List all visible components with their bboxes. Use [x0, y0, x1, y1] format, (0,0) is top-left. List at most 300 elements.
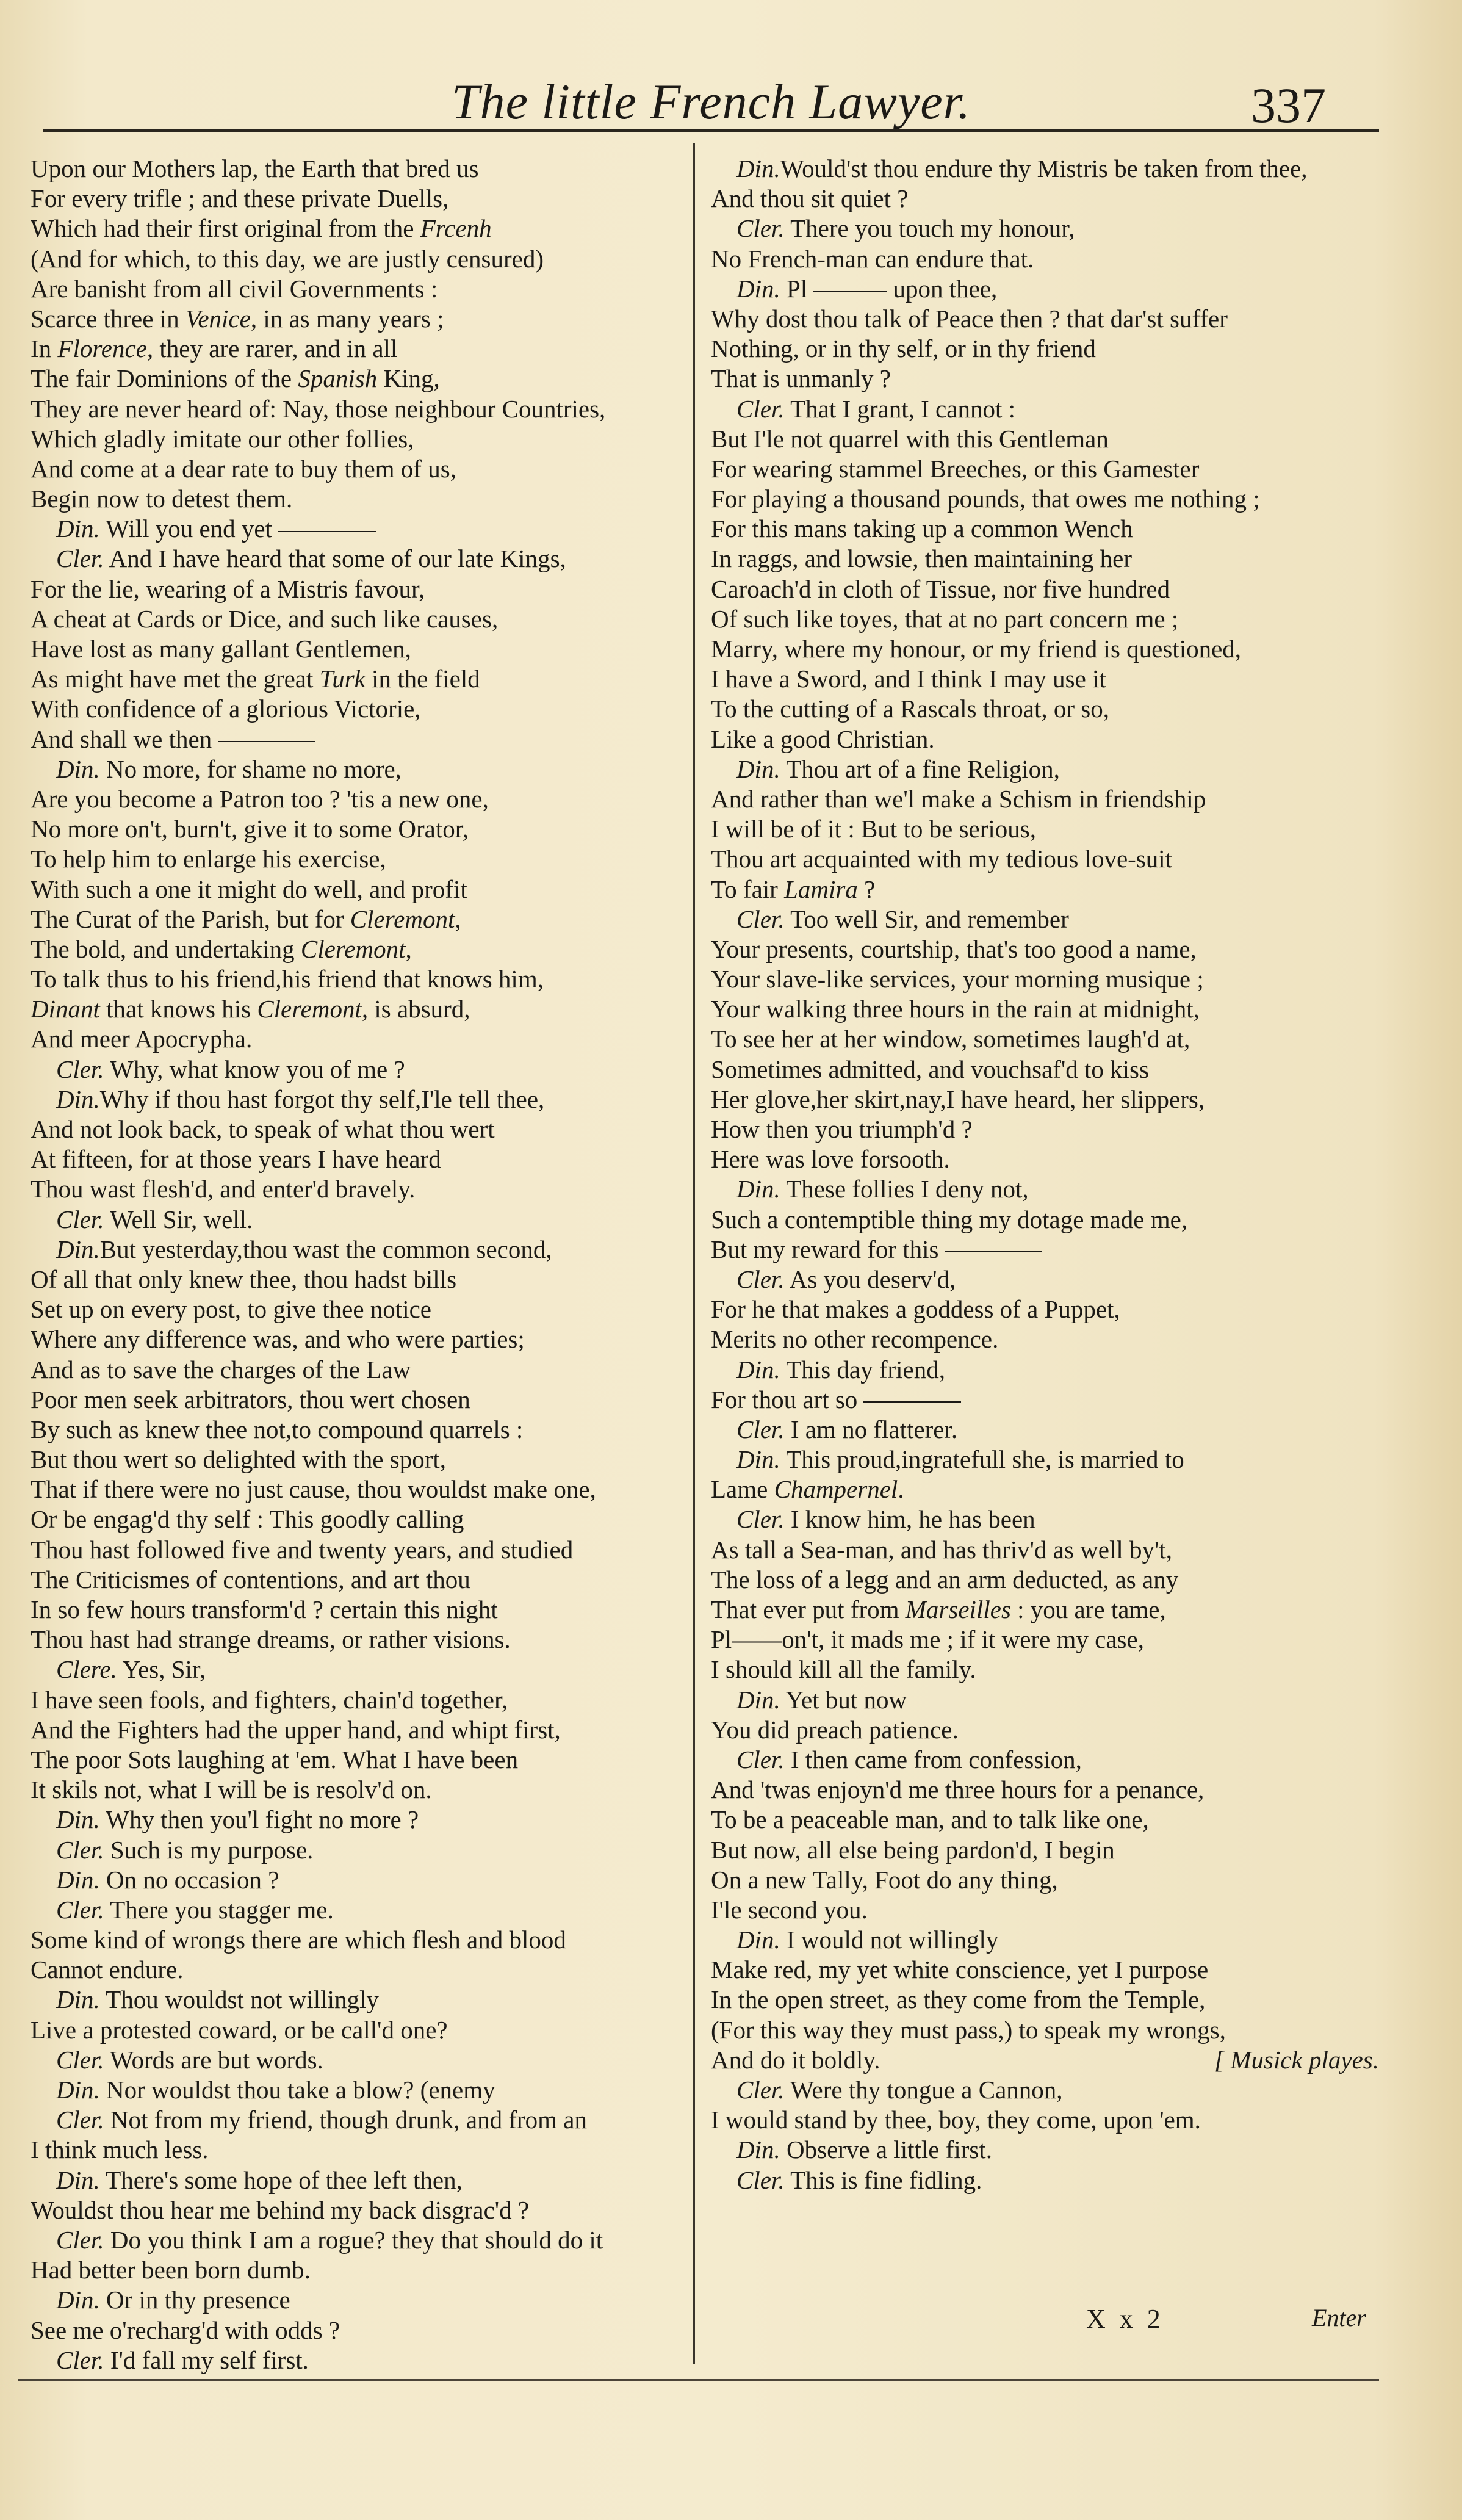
line-text: I have seen fools, and fighters, chain'd together,	[31, 1685, 508, 1714]
text-line	[31, 244, 686, 274]
text-line	[711, 394, 1379, 424]
text-line	[31, 454, 686, 484]
line-text: Which gladly imitate our other follies,	[31, 424, 414, 453]
text-line	[31, 1565, 686, 1595]
line-text: On no occasion ?	[99, 1865, 279, 1894]
line-text: The bold, and undertaking	[31, 934, 301, 963]
line-text: Yes, Sir,	[117, 1655, 206, 1684]
line-text: And thou sit quiet ?	[711, 184, 909, 213]
line-text: Pl——on't, it mads me ; if it were my case,	[711, 1625, 1144, 1654]
text-line	[31, 1445, 686, 1475]
line-text: (For this way they must pass,) to speak my wrongs,	[711, 2015, 1226, 2044]
text-line	[31, 2255, 686, 2285]
text-line	[711, 1655, 1379, 1684]
line-text: And rather than we'l make a Schism in friendship	[711, 784, 1206, 813]
speaker-name: Din.	[736, 154, 780, 182]
line-text: Your presents, courtship, that's too good a name,	[711, 934, 1197, 963]
line-text: Of all that only knew thee, thou hadst bills	[31, 1265, 457, 1293]
line-text: This is fine fidling.	[784, 2165, 982, 2194]
line-text: Why if thou hast forgot thy self,I'le tell thee,	[99, 1085, 545, 1113]
line-text: Do you think I am a rogue? they that should do it	[104, 2225, 603, 2254]
text-line	[711, 1955, 1379, 1985]
text-line	[711, 1565, 1379, 1595]
line-text: Scarce three in	[31, 304, 185, 333]
speaker-name: Cler.	[736, 1505, 785, 1534]
dash-rule	[813, 291, 887, 292]
line-text: The fair Dominions of the	[31, 364, 298, 393]
text-line	[711, 1504, 1379, 1534]
text-line	[31, 1355, 686, 1385]
dash-rule	[945, 1251, 1042, 1252]
line-text: That I grant, I cannot :	[784, 394, 1015, 423]
text-line	[31, 1655, 686, 1684]
text-line	[31, 1955, 686, 1985]
line-text: The poor Sots laughing at 'em. What I have been	[31, 1745, 519, 1774]
text-line	[31, 1205, 686, 1235]
italic-name: Cleremont	[257, 995, 362, 1024]
italic-name: Lamira	[784, 875, 858, 903]
line-text: See me o'recharg'd with odds ?	[31, 2316, 340, 2344]
text-line	[31, 844, 686, 874]
line-text: Some kind of wrongs there are which flesh and blood	[31, 1926, 566, 1954]
header-rule	[43, 129, 1379, 132]
line-text: King,	[377, 364, 440, 393]
line-text: But thou wert so delighted with the sport,	[31, 1445, 446, 1474]
line-text: To fair	[711, 875, 785, 903]
text-line	[711, 1024, 1379, 1054]
text-line	[711, 1985, 1379, 2015]
text-line	[31, 1144, 686, 1174]
line-text: Will you end yet	[99, 514, 273, 543]
italic-name: Dinant	[31, 995, 100, 1024]
line-text: No more on't, burn't, give it to some Orator,	[31, 815, 469, 843]
text-line	[31, 1595, 686, 1625]
line-text: I know him, he has been	[784, 1505, 1035, 1534]
text-line	[711, 604, 1379, 634]
text-line	[31, 394, 686, 424]
line-text: And meer Apocrypha.	[31, 1025, 253, 1053]
text-line	[31, 1805, 686, 1835]
line-text: Where any difference was, and who were parties;	[31, 1325, 525, 1354]
text-line	[711, 304, 1379, 334]
text-line	[31, 724, 686, 754]
speaker-name: Din.	[736, 1445, 780, 1474]
line-text: I have a Sword, and I think I may use it	[711, 665, 1106, 693]
text-line	[711, 484, 1379, 514]
text-line	[31, 2195, 686, 2225]
text-line	[711, 904, 1379, 934]
line-text: The Curat of the Parish, but for	[31, 904, 350, 933]
text-line	[711, 1265, 1379, 1294]
text-line	[31, 2075, 686, 2105]
line-text: With such a one it might do well, and profit	[31, 875, 467, 903]
text-line	[31, 2345, 686, 2375]
text-line	[31, 514, 686, 544]
line-text: .	[898, 1475, 904, 1504]
text-line	[711, 1445, 1379, 1475]
text-line	[31, 1715, 686, 1745]
speaker-name: Din.	[56, 2076, 100, 2104]
text-line	[711, 424, 1379, 454]
line-text: Such a contemptible thing my dotage made me,	[711, 1205, 1188, 1233]
text-line	[711, 2045, 1379, 2075]
line-text: Thou hast had strange dreams, or rather visions.	[31, 1625, 511, 1654]
text-line	[31, 2135, 686, 2165]
line-text: Pl	[780, 274, 808, 303]
text-line	[31, 154, 686, 184]
text-line	[31, 1895, 686, 1925]
line-text: Had better been born dumb.	[31, 2256, 311, 2284]
line-text: In	[31, 334, 58, 363]
line-text: Were thy tongue a Cannon,	[784, 2076, 1063, 2104]
text-line	[31, 1324, 686, 1354]
speaker-name: Cler.	[736, 2165, 785, 2194]
speaker-name: Cler.	[56, 1895, 104, 1924]
text-line	[31, 364, 686, 394]
speaker-name: Din.	[56, 754, 100, 783]
line-text: Words are but words.	[104, 2045, 323, 2074]
line-text: Her glove,her skirt,nay,I have heard, her slippers,	[711, 1085, 1205, 1113]
text-line	[711, 664, 1379, 694]
line-text: ,	[455, 904, 461, 933]
line-text: And the Fighters had the upper hand, and whipt first,	[31, 1715, 561, 1744]
text-line	[31, 1865, 686, 1895]
page-number: 337	[1251, 78, 1326, 133]
speaker-name: Din.	[56, 1805, 100, 1834]
text-line	[711, 184, 1379, 214]
text-line	[711, 1475, 1379, 1504]
line-text: For thou art so	[711, 1385, 858, 1413]
text-line	[711, 574, 1379, 604]
line-text: Why dost thou talk of Peace then ? that dar'st suffer	[711, 304, 1228, 333]
text-line	[31, 2105, 686, 2135]
text-line	[31, 994, 686, 1024]
line-text: With confidence of a glorious Victorie,	[31, 695, 421, 723]
line-text: It skils not, what I will be is resolv'd on.	[31, 1775, 432, 1804]
text-line	[711, 454, 1379, 484]
signature-mark: X x 2	[1086, 2304, 1164, 2334]
italic-name: Marseilles	[905, 1595, 1011, 1623]
text-line	[31, 964, 686, 994]
line-text: At fifteen, for at those years I have heard	[31, 1145, 441, 1174]
line-text: And shall we then	[31, 724, 212, 753]
text-line	[31, 574, 686, 604]
text-line	[31, 1685, 686, 1715]
line-text: Observe a little first.	[780, 2136, 993, 2164]
line-text: Thou art acquainted with my tedious love-suit	[711, 845, 1173, 873]
line-text: There you touch my honour,	[784, 214, 1075, 243]
italic-name: Champernel	[774, 1475, 898, 1504]
text-line	[31, 304, 686, 334]
speaker-name: Din.	[56, 2165, 100, 2194]
text-line	[31, 934, 686, 964]
line-text: I should kill all the family.	[711, 1655, 976, 1684]
line-text: Why then you'l fight no more ?	[99, 1805, 419, 1834]
text-line	[31, 1114, 686, 1144]
text-line	[31, 1385, 686, 1415]
line-text: There's some hope of thee left then,	[99, 2165, 463, 2194]
text-line	[31, 904, 686, 934]
line-text: And come at a dear rate to buy them of us,	[31, 454, 456, 483]
speaker-name: Cler.	[56, 2225, 104, 2254]
line-text: Wouldst thou hear me behind my back disgrac'd ?	[31, 2195, 530, 2224]
line-text: This day friend,	[780, 1355, 945, 1384]
line-text: To talk thus to his friend,his friend that knows him,	[31, 965, 544, 994]
line-text: Make red, my yet white conscience, yet I purpose	[711, 1955, 1209, 1984]
text-line	[31, 484, 686, 514]
line-text: And I have heard that some of our late Kings,	[104, 544, 566, 573]
text-line	[711, 814, 1379, 844]
speaker-name: Cler.	[736, 1745, 785, 1774]
text-line	[31, 1174, 686, 1204]
line-text: I then came from confession,	[784, 1745, 1082, 1774]
line-text: For he that makes a goddess of a Puppet,	[711, 1295, 1120, 1324]
text-line	[31, 875, 686, 904]
line-text: I'd fall my self first.	[104, 2345, 309, 2374]
text-line	[711, 694, 1379, 724]
line-text: Marry, where my honour, or my friend is questioned,	[711, 635, 1242, 663]
line-text: As you deserv'd,	[784, 1265, 956, 1293]
speaker-name: Cler.	[736, 1415, 785, 1443]
text-line	[711, 934, 1379, 964]
text-line	[31, 274, 686, 304]
text-line	[31, 1415, 686, 1445]
text-line	[31, 2225, 686, 2255]
line-text: ?	[857, 875, 876, 903]
text-line	[31, 424, 686, 454]
speaker-name: Din.	[56, 514, 100, 543]
text-line	[711, 154, 1379, 184]
speaker-name: Cler.	[56, 2345, 104, 2374]
right-column	[711, 154, 1379, 2195]
line-text: That is unmanly ?	[711, 364, 891, 393]
line-text: For this mans taking up a common Wench	[711, 514, 1133, 543]
text-line	[711, 1294, 1379, 1324]
italic-name: Florence	[57, 334, 147, 363]
line-text: On a new Tally, Foot do any thing,	[711, 1865, 1058, 1894]
line-text: Thou hast followed five and twenty years, and studied	[31, 1535, 574, 1564]
text-line	[31, 184, 686, 214]
text-line	[31, 1024, 686, 1054]
text-line	[711, 514, 1379, 544]
line-text: (And for which, to this day, we are justly censured)	[31, 244, 544, 273]
line-text: In raggs, and lowsie, then maintaining her	[711, 544, 1132, 573]
line-text: Would'st thou endure thy Mistris be taken from thee,	[780, 154, 1308, 182]
text-line	[31, 1925, 686, 1955]
line-text: As tall a Sea-man, and has thriv'd as well by't,	[711, 1535, 1173, 1564]
text-line	[31, 2285, 686, 2315]
text-line	[711, 1144, 1379, 1174]
line-text: By such as knew thee not,to compound quarrels :	[31, 1415, 524, 1443]
line-text: Not from my friend, though drunk, and from an	[104, 2106, 587, 2134]
line-text: That if there were no just cause, thou wouldst make one,	[31, 1475, 596, 1504]
speaker-name: Cler.	[736, 214, 785, 243]
line-text: Are banisht from all civil Governments :	[31, 274, 438, 303]
text-line	[31, 814, 686, 844]
text-line	[31, 664, 686, 694]
text-line	[31, 1475, 686, 1504]
line-text: Here was love forsooth.	[711, 1145, 950, 1174]
line-text: There you stagger me.	[104, 1895, 334, 1924]
text-line	[711, 544, 1379, 574]
text-line	[711, 1535, 1379, 1565]
text-line	[711, 1085, 1379, 1114]
text-line	[711, 1324, 1379, 1354]
line-text: Your slave-like services, your morning musique ;	[711, 965, 1204, 994]
speaker-name: Cler.	[736, 2076, 785, 2104]
speaker-name: Cler.	[56, 1055, 104, 1083]
line-text: Upon our Mothers lap, the Earth that bred us	[31, 154, 479, 182]
speaker-name: Cler.	[56, 1835, 104, 1864]
text-line	[711, 724, 1379, 754]
line-text: Set up on every post, to give thee notice	[31, 1295, 431, 1324]
text-line	[711, 274, 1379, 304]
line-text: To see her at her window, sometimes laugh'd at,	[711, 1025, 1190, 1053]
line-text: And 'twas enjoyn'd me three hours for a penance,	[711, 1775, 1205, 1804]
text-line	[31, 1985, 686, 2015]
text-line	[711, 2165, 1379, 2195]
italic-name: Frcenh	[420, 214, 492, 243]
line-text: , in as many years ;	[250, 304, 444, 333]
line-text: I would stand by thee, boy, they come, upon 'em.	[711, 2106, 1201, 2134]
line-text: I'le second you.	[711, 1895, 868, 1924]
text-line	[711, 1925, 1379, 1955]
line-text: Lame	[711, 1475, 774, 1504]
text-line	[711, 2015, 1379, 2045]
line-text: But I'le not quarrel with this Gentleman	[711, 424, 1109, 453]
stage-direction: [ Musick playes.	[1214, 2045, 1379, 2074]
text-line	[711, 1715, 1379, 1745]
text-line	[31, 1294, 686, 1324]
line-text: Cannot endure.	[31, 1955, 184, 1984]
text-line	[31, 2316, 686, 2345]
line-text: Which had their first original from the	[31, 214, 420, 243]
speaker-name: Din.	[736, 1355, 780, 1384]
line-text: For the lie, wearing of a Mistris favour,	[31, 574, 425, 603]
line-text: I will be of it : But to be serious,	[711, 815, 1036, 843]
line-text: I would not willingly	[780, 1926, 999, 1954]
line-text: And as to save the charges of the Law	[31, 1355, 411, 1384]
line-text: To help him to enlarge his exercise,	[31, 845, 386, 873]
line-text: Like a good Christian.	[711, 724, 935, 753]
text-line	[711, 634, 1379, 664]
speaker-name: Clere.	[56, 1655, 117, 1684]
line-text: Thou wast flesh'd, and enter'd bravely.	[31, 1175, 416, 1204]
speaker-name: Din.	[56, 2286, 100, 2314]
line-text: To be a peaceable man, and to talk like one,	[711, 1805, 1149, 1834]
text-line	[711, 964, 1379, 994]
text-line	[31, 784, 686, 814]
text-line	[711, 1805, 1379, 1835]
footer-rule	[18, 2379, 1379, 2381]
text-line	[31, 1085, 686, 1114]
text-line	[711, 994, 1379, 1024]
line-text: I am no flatterer.	[784, 1415, 958, 1443]
text-line	[711, 2075, 1379, 2105]
text-line	[711, 1865, 1379, 1895]
line-text: Or be engag'd thy self : This goodly calling	[31, 1505, 464, 1534]
catchword: Enter	[1312, 2304, 1366, 2331]
dash-rule	[863, 1401, 961, 1403]
speaker-name: Din.	[56, 1235, 100, 1263]
line-text: Poor men seek arbitrators, thou wert chosen	[31, 1385, 470, 1413]
text-line	[711, 754, 1379, 784]
line-text: And do it boldly.	[711, 2045, 880, 2074]
text-line	[711, 1385, 1379, 1415]
text-line	[711, 244, 1379, 274]
text-line	[711, 214, 1379, 244]
line-text: The Criticismes of contentions, and art thou	[31, 1565, 470, 1594]
line-text: Your walking three hours in the rain at midnight,	[711, 995, 1200, 1024]
line-text: Or in thy presence	[99, 2286, 290, 2314]
line-text: Yet but now	[780, 1685, 907, 1714]
line-text: But yesterday,thou wast the common second,	[99, 1235, 552, 1263]
line-text: For every trifle ; and these private Duells,	[31, 184, 449, 213]
text-line	[31, 1265, 686, 1294]
running-title: The little French Lawyer.	[452, 74, 971, 129]
text-line	[31, 2165, 686, 2195]
line-text: As might have met the great	[31, 665, 320, 693]
line-text: A cheat at Cards or Dice, and such like causes,	[31, 604, 499, 633]
text-line	[31, 1745, 686, 1775]
line-text: in the field	[365, 665, 480, 693]
speaker-name: Cler.	[56, 2045, 104, 2074]
speaker-name: Din.	[736, 1175, 780, 1204]
line-text: That ever put from	[711, 1595, 906, 1623]
line-text: Live a protested coward, or be call'd one?	[31, 2015, 448, 2044]
line-text: Thou wouldst not willingly	[99, 1985, 379, 2014]
speaker-name: Cler.	[56, 544, 104, 573]
text-line	[711, 1415, 1379, 1445]
page-header	[24, 61, 1367, 134]
speaker-name: Cler.	[56, 2106, 104, 2134]
text-line	[31, 2015, 686, 2045]
text-line	[31, 1504, 686, 1534]
line-text: And not look back, to speak of what thou wert	[31, 1115, 495, 1143]
text-line	[31, 1625, 686, 1655]
line-text: Of such like toyes, that at no part concern me ;	[711, 604, 1179, 633]
line-text: They are never heard of: Nay, those neighbour Countries,	[31, 394, 606, 423]
text-line	[711, 1174, 1379, 1204]
text-line	[31, 634, 686, 664]
text-line	[31, 1535, 686, 1565]
line-text: that knows his	[99, 995, 257, 1024]
line-text: In so few hours transform'd ? certain this night	[31, 1595, 498, 1623]
line-text: Begin now to detest them.	[31, 485, 293, 513]
text-line	[31, 1055, 686, 1085]
text-line	[711, 1685, 1379, 1715]
text-line	[711, 1055, 1379, 1085]
speaker-name: Din.	[736, 754, 780, 783]
line-text: These follies I deny not,	[780, 1175, 1029, 1204]
line-text: ,	[405, 934, 412, 963]
line-text: Such is my purpose.	[104, 1835, 314, 1864]
speaker-name: Din.	[56, 1085, 100, 1113]
line-text: The loss of a legg and an arm deducted, as any	[711, 1565, 1179, 1594]
line-text: Thou art of a fine Religion,	[780, 754, 1060, 783]
text-line	[31, 1835, 686, 1865]
text-line	[711, 2105, 1379, 2135]
text-line	[711, 1114, 1379, 1144]
line-text: You did preach patience.	[711, 1715, 959, 1744]
line-text: Caroach'd in cloth of Tissue, nor five hundred	[711, 574, 1170, 603]
line-text: But my reward for this	[711, 1235, 939, 1263]
line-text: Are you become a Patron too ? 'tis a new one,	[31, 784, 489, 813]
text-line	[711, 844, 1379, 874]
text-line	[31, 694, 686, 724]
line-text: Well Sir, well.	[104, 1205, 253, 1233]
line-text: Nor wouldst thou take a blow? (enemy	[99, 2076, 495, 2104]
